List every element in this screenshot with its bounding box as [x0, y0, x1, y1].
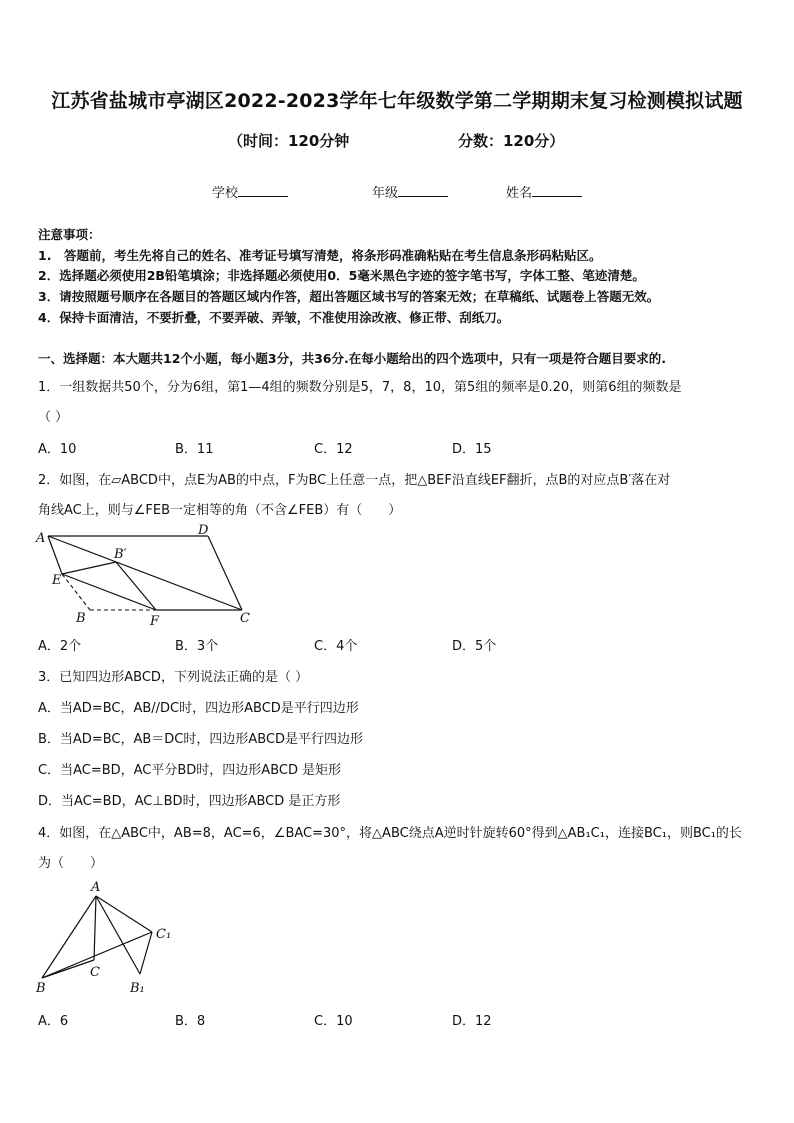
- question-3-line-1: 3．已知四边形ABCD，下列说法正确的是（ ）: [38, 670, 309, 685]
- name-label: 姓名: [506, 186, 533, 201]
- q3-option-b: B．当AD=BC，AB＝DC时，四边形ABCD是平行四边形: [38, 732, 364, 747]
- exam-time: （时间：120分钟: [228, 132, 350, 150]
- label-f: F: [150, 614, 160, 629]
- grade-label: 年级: [372, 186, 399, 201]
- q1-option-a: A．10: [38, 442, 77, 457]
- question-2-line-2: 角线AC上，则与∠FEB一定相等的角（不含∠FEB）有（ ）: [38, 503, 402, 518]
- q4-option-a: A．6: [38, 1014, 69, 1029]
- label-c: C: [90, 965, 100, 980]
- question-4-line-1: 4．如图，在△ABC中，AB=8，AC=6，∠BAC=30°，将△ABC绕点A逆时针旋转60°得到△AB₁C₁，连接BC₁，则BC₁的长: [38, 826, 742, 841]
- page-title: 江苏省盐城市亭湖区2022-2023学年七年级数学第二学期期末复习检测模拟试题: [51, 90, 743, 112]
- label-e: E: [52, 573, 62, 588]
- label-b: B: [36, 981, 46, 996]
- q2-option-b: B．3个: [175, 639, 219, 654]
- label-b1: B₁: [130, 981, 145, 996]
- note-item: 4．保持卡面清洁，不要折叠，不要弄破、弄皱，不准使用涂改液、修正带、刮纸刀。: [38, 310, 510, 325]
- question-4-line-2: 为（ ）: [38, 856, 104, 871]
- label-a: A: [91, 880, 101, 895]
- q4-option-b: B．8: [175, 1014, 206, 1029]
- q1-option-b: B．11: [175, 442, 214, 457]
- grade-blank: [398, 184, 448, 197]
- exam-score: 分数：120分）: [458, 132, 565, 150]
- grade-field: [372, 182, 448, 201]
- label-c: C: [240, 611, 250, 626]
- q4-option-d: D．12: [452, 1014, 492, 1029]
- parallelogram-figure: [30, 522, 270, 630]
- q3-option-d: D．当AC=BD，AC⊥BD时，四边形ABCD 是正方形: [38, 794, 341, 809]
- note-item: 2．选择题必须使用2B铅笔填涂；非选择题必须使用0．5毫米黑色字迹的签字笔书写，字体工整、笔迹清楚。: [38, 268, 645, 283]
- q2-option-c: C．4个: [314, 639, 358, 654]
- name-blank: [532, 184, 582, 197]
- q1-option-d: D．15: [452, 442, 492, 457]
- notes-heading: 注意事项：: [38, 227, 101, 242]
- school-field: [212, 182, 288, 201]
- note-item: 1. 答题前，考生先将自己的姓名、准考证号填写清楚，将条形码准确粘贴在考生信息条形码粘贴区。: [38, 248, 602, 263]
- question-1-line-2: （ ）: [38, 410, 69, 425]
- section-heading: 一、选择题：本大题共12个小题，每小题3分，共36分.在每小题给出的四个选项中，只有一项是符合题目要求的.: [38, 351, 666, 366]
- rotation-triangle-figure: [30, 876, 190, 1000]
- q3-option-c: C．当AC=BD，AC平分BD时，四边形ABCD 是矩形: [38, 763, 342, 778]
- school-label: 学校: [212, 186, 239, 201]
- label-a: A: [36, 531, 46, 546]
- label-d: D: [198, 523, 209, 538]
- label-b-prime: B′: [114, 547, 127, 562]
- school-blank: [238, 184, 288, 197]
- label-b: B: [76, 611, 86, 626]
- question-2-line-1: 2．如图，在▱ABCD中，点E为AB的中点，F为BC上任意一点，把△BEF沿直线EF翻折，点B的对应点B′落在对: [38, 473, 671, 488]
- q3-option-a: A．当AD=BC，AB//DC时，四边形ABCD是平行四边形: [38, 701, 359, 716]
- note-item: 3．请按照题号顺序在各题目的答题区域内作答，超出答题区域书写的答案无效；在草稿纸、试题卷上答题无效。: [38, 289, 660, 304]
- q1-option-c: C．12: [314, 442, 353, 457]
- question-1-line-1: 1．一组数据共50个，分为6组，第1—4组的频数分别是5，7，8，10，第5组的频率是0.20，则第6组的频数是: [38, 380, 682, 395]
- label-c1: C₁: [156, 927, 172, 942]
- q2-option-d: D．5个: [452, 639, 497, 654]
- name-field: [506, 182, 582, 201]
- q4-option-c: C．10: [314, 1014, 353, 1029]
- q2-option-a: A．2个: [38, 639, 82, 654]
